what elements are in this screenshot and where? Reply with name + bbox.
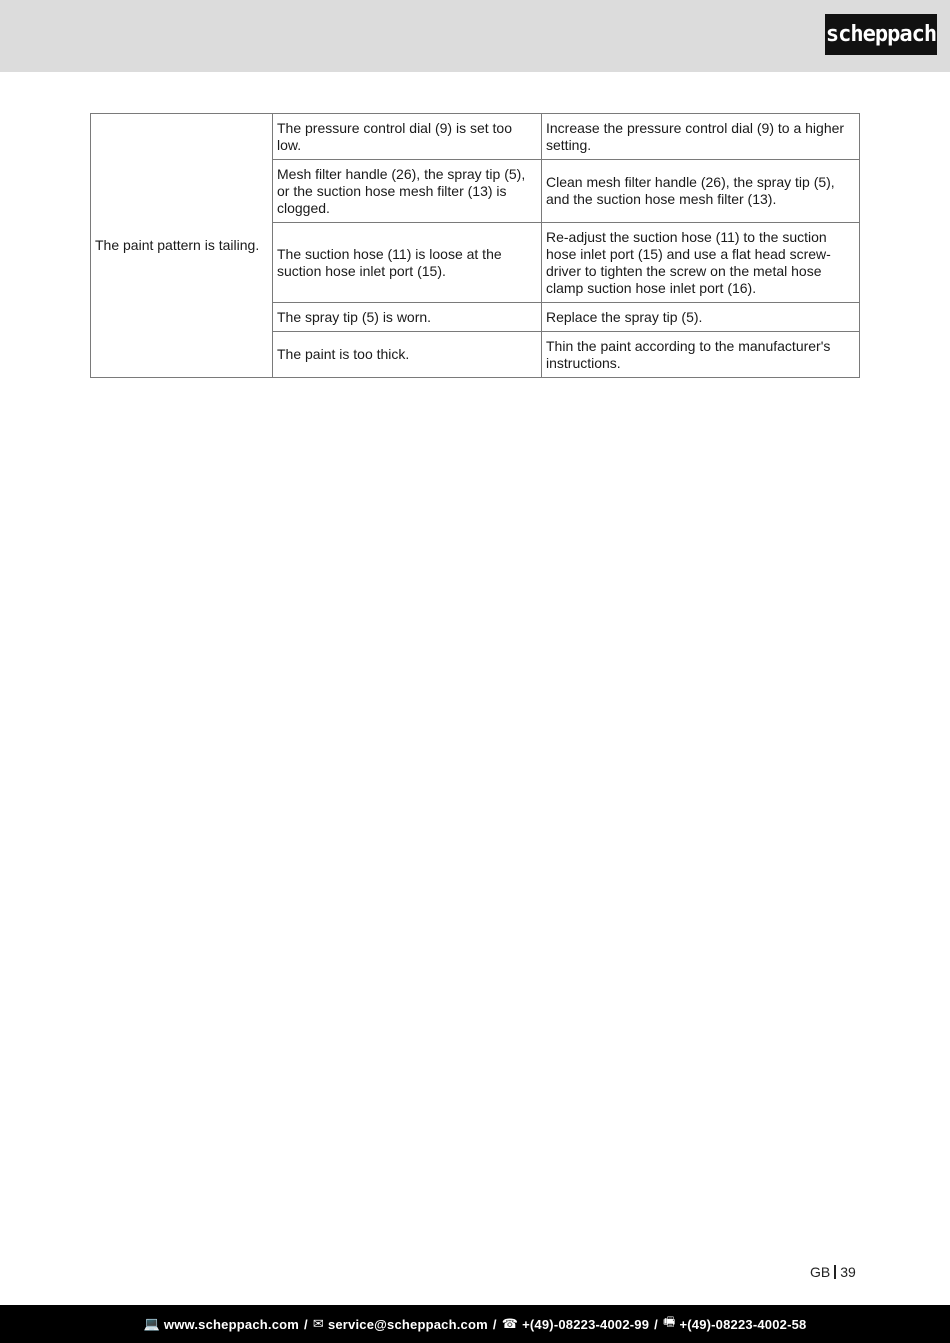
problem-cell: The paint pattern is tailing. xyxy=(91,114,273,378)
footer-band xyxy=(0,1305,950,1343)
page-number-divider xyxy=(834,1265,836,1279)
cause-cell: The spray tip (5) is worn. xyxy=(273,303,542,332)
footer-separator: / xyxy=(654,1316,658,1332)
header-band xyxy=(0,0,950,72)
footer-separator: / xyxy=(304,1316,308,1332)
language-code: GB xyxy=(810,1264,831,1280)
cause-cell: The suction hose (11) is loose at the suction hose inlet port (15). xyxy=(273,223,542,303)
page-number xyxy=(810,1264,856,1280)
footer-phone: +(49)-08223-4002-99 xyxy=(522,1316,650,1332)
scheppach-logo xyxy=(825,14,937,55)
cause-cell: The paint is too thick. xyxy=(273,332,542,378)
computer-icon: 💻 xyxy=(143,1316,160,1331)
remedy-cell: Clean mesh filter handle (26), the spray tip (5), and the suction hose mesh filter (13). xyxy=(542,160,860,223)
footer-fax: +(49)-08223-4002-58 xyxy=(679,1316,807,1332)
page-number-value: 39 xyxy=(840,1264,856,1280)
table-row xyxy=(91,114,860,160)
logo-text: scheppach xyxy=(825,22,937,47)
footer-separator: / xyxy=(492,1316,497,1332)
remedy-cell: Replace the spray tip (5). xyxy=(542,303,860,332)
troubleshooting-table xyxy=(90,113,860,378)
phone-icon: ☎ xyxy=(501,1316,519,1331)
footer-website-link[interactable]: www.scheppach.com xyxy=(163,1316,300,1332)
cause-cell: Mesh filter handle (26), the spray tip (5), or the suction hose mesh filter (13) is clogged. xyxy=(273,160,542,223)
remedy-cell: Thin the paint according to the manufacturer's instructions. xyxy=(542,332,860,378)
email-icon: ✉ xyxy=(312,1316,324,1331)
cause-cell: The pressure control dial (9) is set too low. xyxy=(273,114,542,160)
remedy-cell: Re-adjust the suction hose (11) to the suction hose inlet port (15) and use a flat head screw-driver to tighten the screw on the metal hose clamp suction hose inlet port (16). xyxy=(542,223,860,303)
footer-email-link[interactable]: service@scheppach.com xyxy=(327,1316,488,1332)
fax-icon: 🖷 xyxy=(662,1314,676,1329)
remedy-cell: Increase the pressure control dial (9) to a higher setting. xyxy=(542,114,860,160)
